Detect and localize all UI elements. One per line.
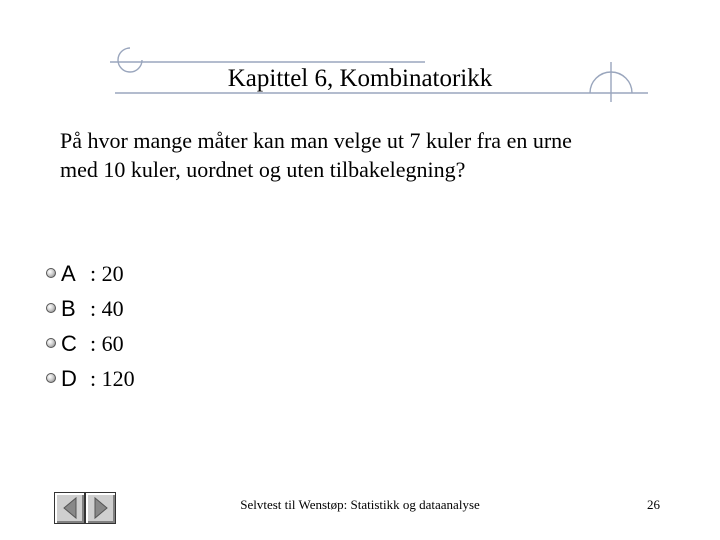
option-answer: : 40 (90, 296, 124, 321)
bullet-icon (46, 303, 56, 313)
option-c (45, 328, 345, 363)
answer-options (45, 258, 345, 398)
option-letter: C (61, 331, 77, 356)
option-letter: D (61, 366, 77, 391)
question-line-1: På hvor mange måter kan man velge ut 7 kuler fra en urne (60, 128, 572, 153)
option-letter: A (61, 261, 76, 286)
bullet-icon (46, 338, 56, 348)
bullet-icon (46, 373, 56, 383)
decoration-circle-left (118, 48, 142, 72)
next-slide-icon (90, 496, 112, 520)
question-text (60, 126, 680, 184)
question-line-2: med 10 kuler, uordnet og uten tilbakelegning? (60, 157, 466, 182)
option-answer: : 60 (90, 331, 124, 356)
option-d (45, 363, 345, 398)
previous-slide-button[interactable] (54, 492, 85, 524)
slide-footer: Selvtest til Wenstøp: Statistikk og dataanalyse (240, 497, 480, 512)
decoration-circle-right (590, 72, 632, 93)
page-number: 26 (647, 497, 660, 512)
slide-navigation (54, 492, 116, 524)
previous-slide-icon (59, 496, 81, 520)
option-a (45, 258, 345, 293)
next-slide-button[interactable] (85, 492, 116, 524)
option-answer: : 120 (90, 366, 135, 391)
option-b (45, 293, 345, 328)
option-letter: B (61, 296, 76, 321)
bullet-icon (46, 268, 56, 278)
slide-title: Kapittel 6, Kombinatorikk (227, 65, 493, 92)
option-answer: : 20 (90, 261, 124, 286)
